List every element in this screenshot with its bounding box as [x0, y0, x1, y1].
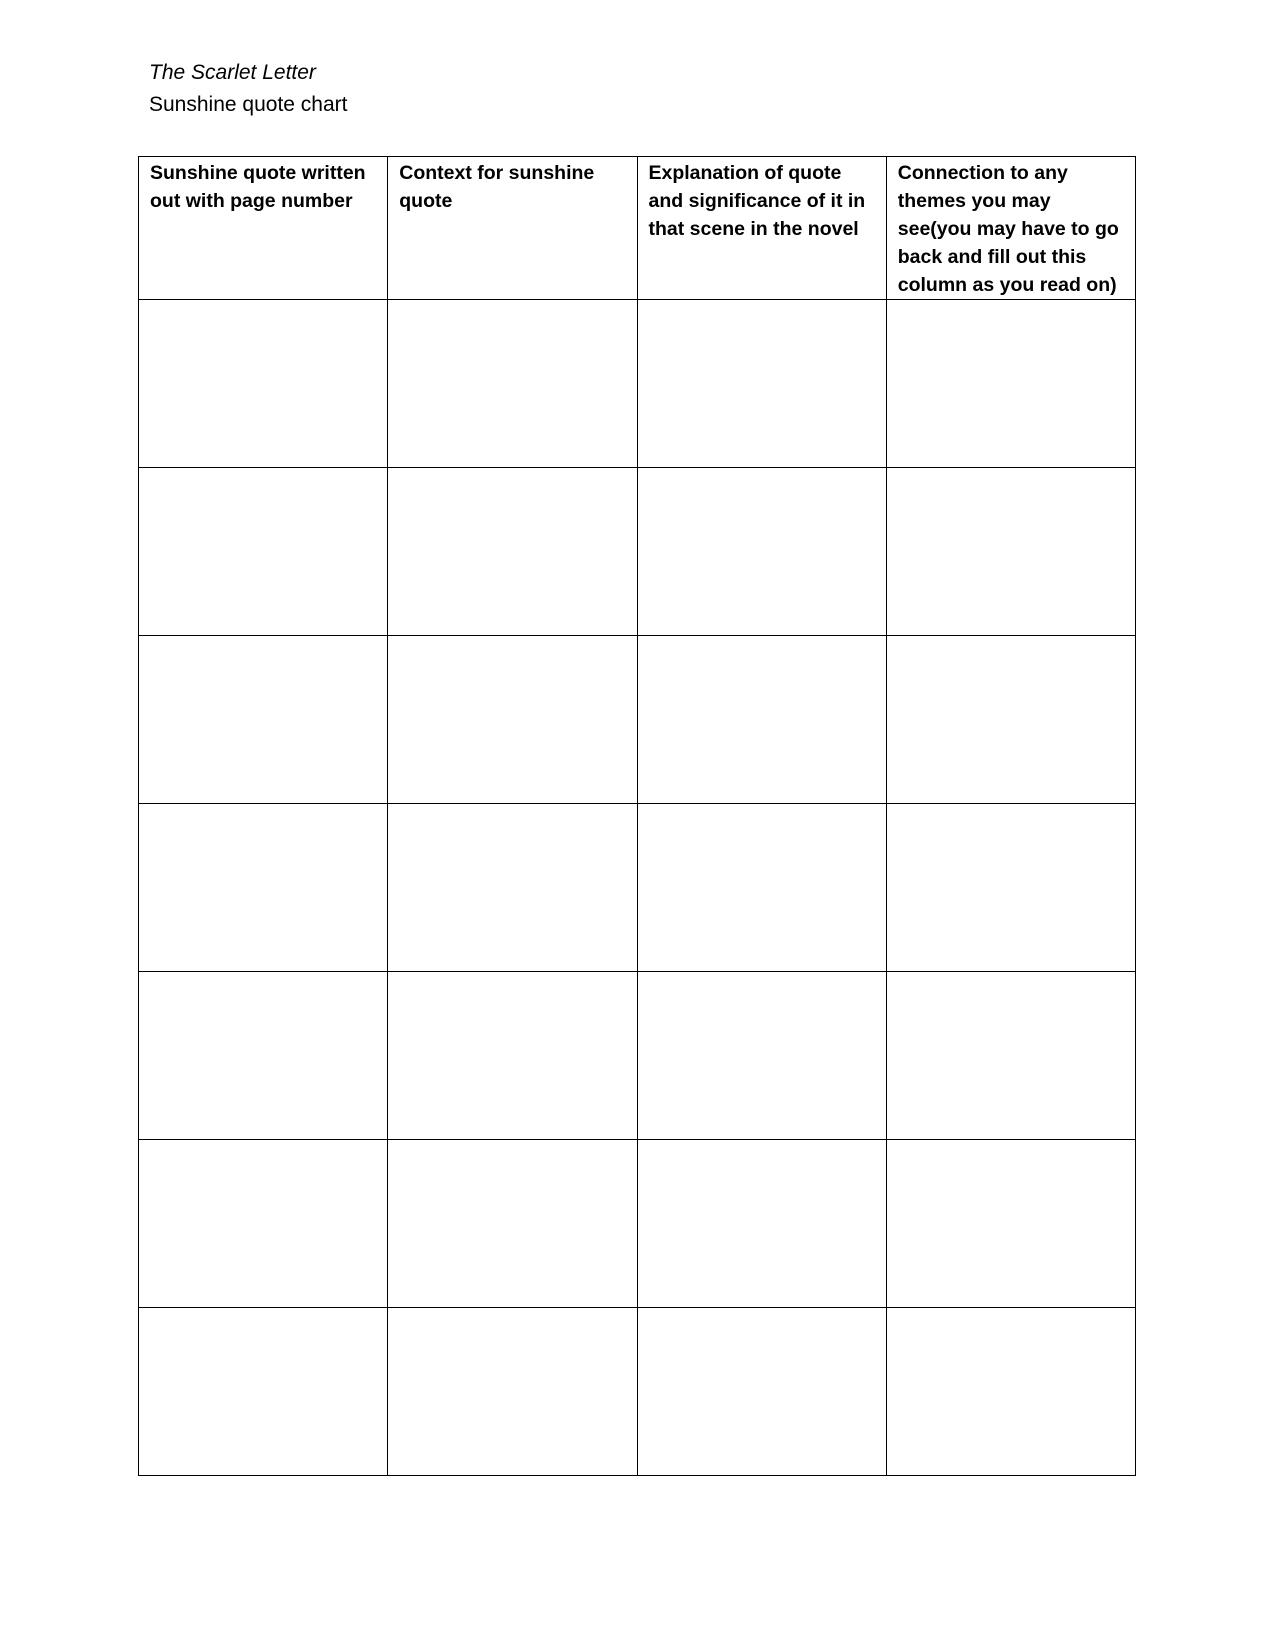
table-cell[interactable]: [637, 300, 886, 468]
table-cell[interactable]: [637, 804, 886, 972]
table-row: [139, 804, 1136, 972]
document-subtitle: Sunshine quote chart: [149, 93, 348, 116]
table-cell[interactable]: [139, 1308, 388, 1476]
table-row: [139, 1308, 1136, 1476]
table-cell[interactable]: [886, 972, 1135, 1140]
table-cell[interactable]: [637, 972, 886, 1140]
table-cell[interactable]: [139, 972, 388, 1140]
table-row: [139, 972, 1136, 1140]
table-cell[interactable]: [388, 468, 637, 636]
table-cell[interactable]: [886, 1308, 1135, 1476]
table-row: [139, 468, 1136, 636]
table-row: [139, 300, 1136, 468]
header-context-column: [388, 157, 637, 300]
table-cell[interactable]: [139, 1140, 388, 1308]
sunshine-quote-table: [138, 156, 1136, 1476]
table-cell[interactable]: [388, 300, 637, 468]
table-row: [139, 636, 1136, 804]
header-label: Sunshine quote written out with page number: [150, 162, 366, 212]
table-header-row: [139, 157, 1136, 300]
table-cell[interactable]: [886, 468, 1135, 636]
header-label: Connection to any themes you may see(you may have to go back and fill out this column as you read on): [897, 162, 1119, 296]
table-row: [139, 1140, 1136, 1308]
table-cell[interactable]: [637, 468, 886, 636]
table-cell[interactable]: [886, 300, 1135, 468]
table-cell[interactable]: [388, 1140, 637, 1308]
table-cell[interactable]: [139, 804, 388, 972]
table-cell[interactable]: [388, 804, 637, 972]
table-cell[interactable]: [388, 972, 637, 1140]
header-themes-column: [886, 157, 1135, 300]
header-quote-column: [139, 157, 388, 300]
table-cell[interactable]: [388, 636, 637, 804]
table-cell[interactable]: [637, 1140, 886, 1308]
table-cell[interactable]: [637, 1308, 886, 1476]
header-label: Context for sunshine quote: [399, 162, 595, 212]
table-cell[interactable]: [886, 804, 1135, 972]
table-cell[interactable]: [886, 1140, 1135, 1308]
table-cell[interactable]: [139, 468, 388, 636]
table-cell[interactable]: [139, 300, 388, 468]
table-cell[interactable]: [637, 636, 886, 804]
table-cell[interactable]: [388, 1308, 637, 1476]
header-label: Explanation of quote and significance of it in that scene in the novel: [648, 162, 866, 240]
header-explanation-column: [637, 157, 886, 300]
table-cell[interactable]: [139, 636, 388, 804]
document-title: The Scarlet Letter: [149, 61, 316, 84]
table-cell[interactable]: [886, 636, 1135, 804]
